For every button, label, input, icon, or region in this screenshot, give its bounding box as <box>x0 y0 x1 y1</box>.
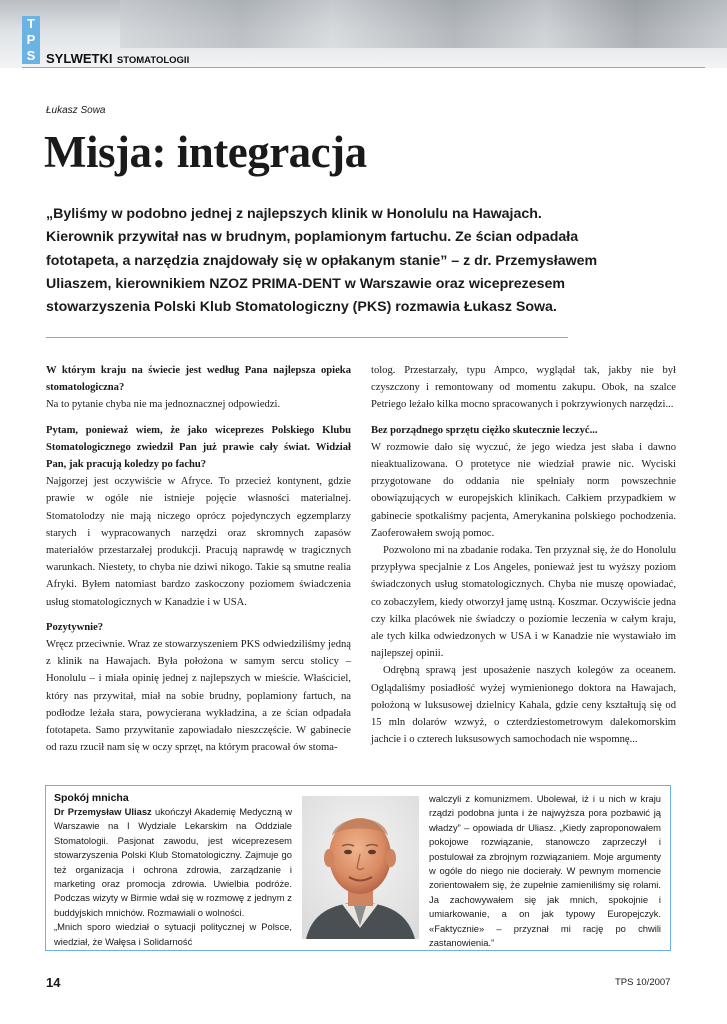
answer: tolog. Przestarzały, typu Ampco, wyglądał tak, jakby nie był czyszczony i remontowany od momentu zakupu. Obok, na szalce Petriego leżało kilka mocno spracowanych i pokrzywionych narzędzi... <box>371 365 676 411</box>
article-column-2 <box>371 362 676 748</box>
question: W którym kraju na świecie jest według Pana najlepsza opieka stomatologiczna? <box>46 365 351 394</box>
sidebar-quote-continued: walczyli z komunizmem. Ubolewał, iż i u nich w kraju rządzi podobna junta i że najwyższa pora pozbawić ją władzy” – opowiada dr Uliasz. „Kiedy zaproponowałem pokojowe rozwiązanie, stanowczo zaprzeczył i postulował za zbrojnym rozwiązaniem. Moje argumenty w ogóle do niego nie docierały. W pewnym momencie zorientowałem się, że zupełnie zamieniliśmy się rolami. Ja zachowywałem się jak mnich, spokojnie i umiarkowanie, a on jak typowy Europejczyk. «Faktycznie» – przyznał mi rację po chwili zastanowienia.” <box>429 793 661 949</box>
header-photo-strip <box>120 0 727 48</box>
article-lead: „Byliśmy w podobno jednej z najlepszych klinik w Honolulu na Hawajach. Kierownik przywitał nas w brudnym, poplamionym fartuchu. Ze ścian odpadała fototapeta, a narzędzia znajdowały się w opłakanym stanie” – z dr. Przemysławem Uliaszem, kierownikiem NZOZ PRIMA-DENT w Warszawie oraz wiceprezesem stowarzyszenia Polski Klub Stomatologiczny (PKS) rozmawia Łukasz Sowa. <box>46 206 598 316</box>
question: Bez porządnego sprzętu ciężko skutecznie leczyć... <box>371 424 598 436</box>
question: Pytam, ponieważ wiem, że jako wiceprezes Polskiego Klubu Stomatologicznego zwiedził Pan już prawie cały świat. Widział Pan, jak pracują koledzy po fachu? <box>46 424 351 471</box>
tab-letter-s: S <box>26 48 36 63</box>
tab-letter-p: P <box>26 32 36 47</box>
section-sub: STOMATOLOGII <box>116 55 190 66</box>
section-label <box>46 50 189 68</box>
question: Pozytywnie? <box>46 621 104 633</box>
tab-letter-t: T <box>27 16 35 31</box>
sidebar-person-name: Dr Przemysław Uliasz <box>54 806 152 817</box>
answer: Najgorzej jest oczywiście w Afryce. To przecież kontynent, gdzie prawie w ogóle nie istnieje pojęcie własności materialnej. Stomatolodzy nie mają niczego oprócz pojedynczych egzemplarzy starych i wypracowanych narzędzi oraz skromnych zapasów materiałów przestarzałej produkcji. Pracują naprawdę w tragicznych warunkach. Niestety, to chyba nie dziwi nikogo. Takie są smutne realia Afryki. Byłem natomiast bardzo zaskoczony poziomem świadczenia usług stomatologicznych w Kanadzie i w USA. <box>46 476 351 608</box>
sidebar-box <box>45 785 671 951</box>
tps-tab <box>22 16 40 64</box>
paragraph: Odrębną sprawą jest uposażenie naszych kolegów za oceanem. Oglądaliśmy posiadłość wyżej wymienionego doktora na Hawajach, położoną w luksusowej dzielnicy Kahala, gdzie ceny kształtują się od 15 mln dolarów wzwyż, o czterdziestometrowym dalekomorskim jachcie i o czterech luksusowych samochodach nie wspomnę... <box>371 665 676 746</box>
portrait-photo <box>302 796 419 939</box>
answer: W rozmowie dało się wyczuć, że jego wiedza jest słaba i dawno nieaktualizowana. O protetyce nie wiedział prawie nic. Wyciski przygotowane do oddania nie spełniały norm powszechnie obowiązujących w europejskich klinikach. Całkiem przypadkiem w gabinecie spotkaliśmy pacjenta, Amerykanina polskiego pochodzenia. Zaoferowałem swoją pomoc. <box>371 441 676 539</box>
sidebar-text-left <box>54 805 292 949</box>
sidebar-text-right <box>429 792 661 950</box>
paragraph: Pozwolono mi na zbadanie rodaka. Ten przyznał się, że do Honolulu przypływa specjalnie z Los Angeles, ponieważ jest tu wyższy poziom świadczonych usług stomatologicznych. Chyba nie muszę opowiadać, co zobaczyłem, kiedy otworzył jamę ustną. Koszmar. Oczywiście jedna czy kilka placówek nie świadczy o poziomie leczenia w całym kraju, ale tych kilka odwiedzonych w USA i w Kanadzie nie wystawiało im najlepszej opinii. <box>371 545 676 660</box>
section-divider <box>22 67 705 68</box>
section-main: SYLWETKI <box>46 51 113 66</box>
article-column-1 <box>46 362 351 756</box>
sidebar-quote-start: „Mnich sporo wiedział o sytuacji politycznej w Polsce, wiedział, że Wałęsa i Solidarność <box>54 921 292 947</box>
lead-divider <box>46 337 568 338</box>
article-author: Łukasz Sowa <box>46 105 106 116</box>
sidebar-title: Spokój mnicha <box>54 792 129 804</box>
page-number: 14 <box>46 975 61 990</box>
article-title: Misja: integracja <box>44 127 367 177</box>
issue-label: TPS 10/2007 <box>615 977 671 988</box>
answer: Wręcz przeciwnie. Wraz ze stowarzyszeniem PKS odwiedziliśmy jedną z klinik na Hawajach. Była położona w samym sercu stolicy – Honolulu – i miała opinię jednej z najlepszych w mieście. Właściciel, który nas przywitał, miał na sobie brudny, poplamiony fartuch, na podłodze leżała stara, powycierana wykładzina, a ze ścian odpadała fototapeta. Samo przywitanie zapowiadało nieszczęście. W gabinecie od razu rzucił nam się w oczy sprzęt, na którym pracował ów stoma- <box>46 639 351 754</box>
sidebar-bio: ukończył Akademię Medyczną w Warszawie na I Wydziale Lekarskim na Oddziale Stomatologii. Pasjonat zawodu, jest wiceprezesem stowarzyszenia Polski Klub Stomatologiczny. Zajmuje go też organizacja i ochrona zdrowia, zarządzanie i marketing oraz promocja zdrowia. Uwielbia podróże. Podczas wizyty w Birmie wdał się w rozmowę z jednym z buddyjskich mnichów. Rozmawiali o wolności. <box>54 806 292 918</box>
answer: Na to pytanie chyba nie ma jednoznacznej odpowiedzi. <box>46 399 281 411</box>
